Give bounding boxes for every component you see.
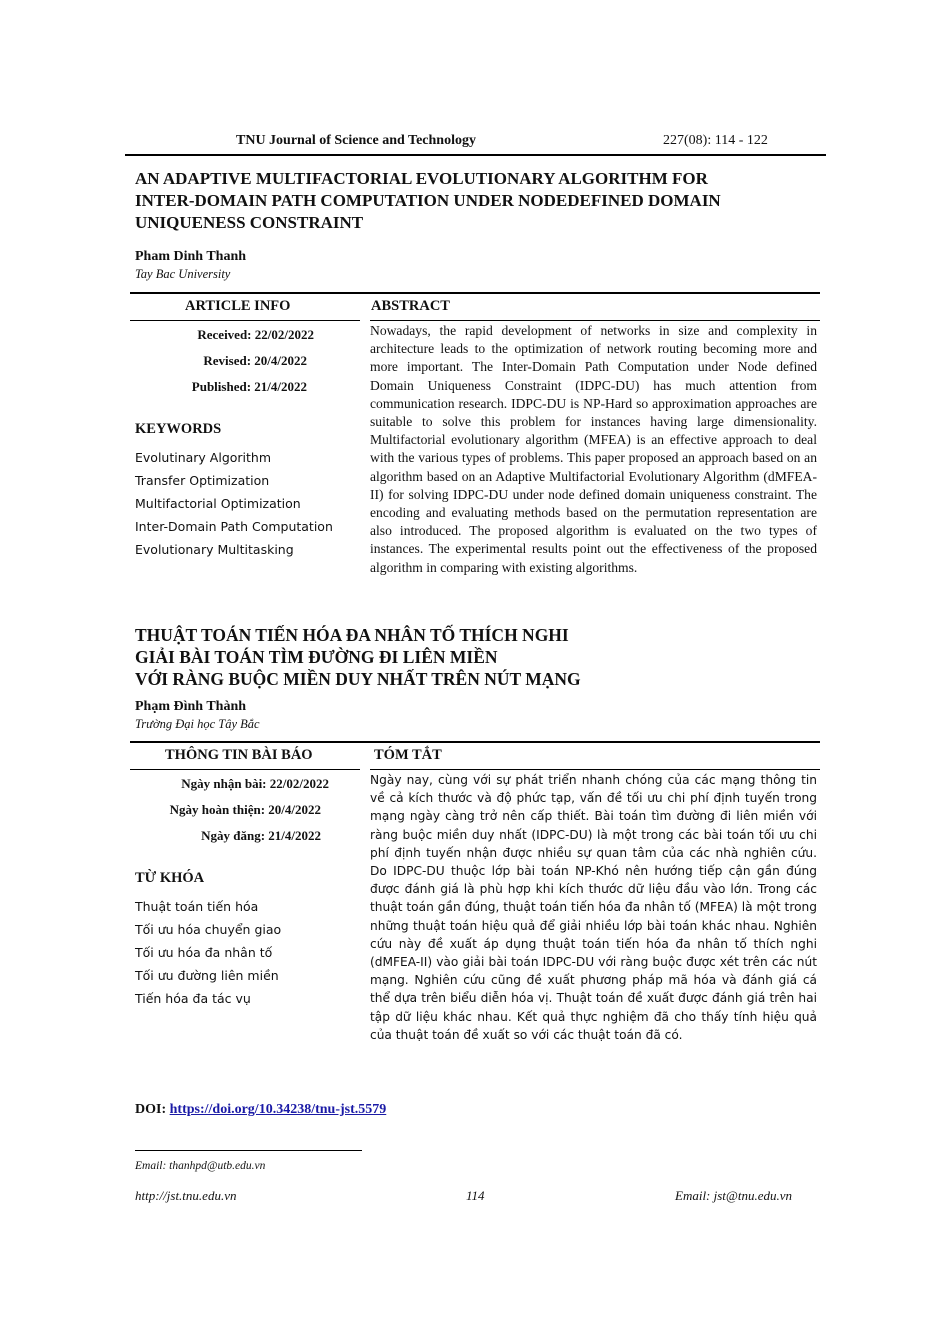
footer-email: Email: jst@tnu.edu.vn — [675, 1188, 793, 1203]
received-date-vi: Ngày nhận bài: 22/02/2022 — [181, 776, 329, 791]
title-line: GIẢI BÀI TOÁN TÌM ĐƯỜNG ĐI LIÊN MIỀN — [135, 647, 498, 667]
keyword: Multifactorial Optimization — [135, 496, 301, 511]
author-name-vi: Phạm Đình Thành — [135, 699, 247, 714]
issue-pages: 227(08): 114 - 122 — [663, 133, 768, 148]
english-title — [135, 168, 835, 234]
keyword: Tối ưu đường liên miền — [135, 968, 279, 983]
abstract-heading-vi: TÓM TẮT — [374, 747, 442, 763]
keyword: Tối ưu hóa chuyển giao — [135, 922, 282, 937]
doi-label: DOI: — [135, 1102, 170, 1117]
keyword: Thuật toán tiến hóa — [135, 899, 259, 914]
footnote-email: Email: thanhpd@utb.edu.vn — [135, 1160, 266, 1172]
keywords-list — [135, 446, 333, 561]
title-line: UNIQUENESS CONSTRAINT — [135, 213, 364, 232]
title-line: AN ADAPTIVE MULTIFACTORIAL EVOLUTIONARY ALGORITHM FOR — [135, 169, 708, 188]
keywords-heading-vi: TỪ KHÓA — [135, 870, 205, 886]
author-affiliation-vi: Trường Đại học Tây Bắc — [135, 717, 260, 731]
title-line: THUẬT TOÁN TIẾN HÓA ĐA NHÂN TỐ THÍCH NGHI — [135, 625, 569, 645]
author-name: Pham Dinh Thanh — [135, 249, 247, 264]
keyword: Evolutinary Algorithm — [135, 450, 272, 465]
vietnamese-abstract: Ngày nay, cùng với sự phát triển nhanh chóng của các mạng thông tin về cả kích thước và độ phức tạp, vấn đề tối ưu chi phí định tuyến trong mạng ngày càng trở nên cấp thiết. Bài toán tìm đường đi liên miền với ràng buộc miền duy nhất (IDPC-DU) là một trong các bài toán tối ưu chi phí định tuyến nhận được nhiều sự quan tâm của các nhà nghiên cứu. Do IDPC-DU thuộc lớp bài toán NP-Khó nên hướng tiếp cận gần đúng được đánh giá là phù hợp khi kích thước dữ liệu đầu vào lớn. Trong các thuật toán gần đúng, thuật toán tiến hóa đa nhân tố (MFEA) là một trong những thuật toán hiệu quả để giải nhiều lớp bài toán khác nhau. Nghiên cứu này đề xuất áp dụng thuật toán tiến hóa đa nhân tố thích nghi (dMFEA-II) vào giải bài toán IDPC-DU với ràng buộc được xét trên các nút mạng. Nghiên cứu cũng đề xuất phương pháp mã hóa và đánh giá cá thể dựa trên biểu diễn hóa vị. Thuật toán đề xuất được đánh giá trên hai tập dữ liệu khác nhau. Kết quả thực nghiệm đã cho thấy tính hiệu quả của thuật toán đề xuất so với các thuật toán đã có. — [370, 773, 817, 1042]
published-date-vi: Ngày đăng: 21/4/2022 — [201, 828, 321, 843]
keyword: Tiến hóa đa tác vụ — [135, 991, 251, 1006]
doi-link[interactable]: https://doi.org/10.34238/tnu-jst.5579 — [169, 1102, 387, 1117]
footnote-rule — [135, 1150, 362, 1151]
keyword: Tối ưu hóa đa nhân tố — [135, 945, 273, 960]
info-rule — [130, 769, 360, 770]
section-rule — [130, 741, 820, 743]
title-line: VỚI RÀNG BUỘC MIỀN DUY NHẤT TRÊN NÚT MẠNG — [135, 669, 581, 689]
doi-line — [135, 1102, 386, 1118]
abstract-rule — [370, 769, 820, 770]
keyword: Inter-Domain Path Computation — [135, 519, 333, 534]
page-number: 114 — [466, 1188, 485, 1203]
author-affiliation: Tay Bac University — [135, 267, 231, 281]
abstract-rule — [370, 320, 820, 321]
english-abstract: Nowadays, the rapid development of networks in size and complexity in architecture leads to the optimization of network routing becoming more and more important. The Inter-Domain Path Computation under Node defined Domain Uniqueness Constraint (IDPC-DU) has much attention from communication research. IDPC-DU is NP-Hard so approximation approaches are suitable to solve this problem for instances having large dimensionality. Multifactorial evolutionary algorithm (MFEA) is an effective approach to deal with the various types of problems. This paper proposed an approach based on an algorithm based on an Adaptive Multifactorial Evolutionary Algorithm (dMFEA-II) for solving IDPC-DU under node defined domain uniqueness constraint. The encoding and evaluating methods based on the permutation representation are also introduced. The proposed algorithm is evaluated on the two types of instances. The experimental results point out the effectiveness of the proposed algorithm in comparing with existing algorithms. — [370, 323, 817, 575]
revised-date: Revised: 20/4/2022 — [203, 353, 307, 368]
section-rule — [130, 292, 820, 294]
keyword: Transfer Optimization — [135, 473, 270, 488]
received-date: Received: 22/02/2022 — [197, 327, 314, 342]
keywords-heading: KEYWORDS — [135, 421, 222, 437]
abstract-heading: ABSTRACT — [371, 298, 450, 314]
title-line: INTER-DOMAIN PATH COMPUTATION UNDER NODEDEFINED DOMAIN — [135, 191, 721, 210]
header-rule — [125, 154, 826, 156]
article-info-heading: ARTICLE INFO — [185, 298, 291, 314]
revised-date-vi: Ngày hoàn thiện: 20/4/2022 — [169, 802, 321, 817]
keyword: Evolutionary Multitasking — [135, 542, 294, 557]
vietnamese-title — [135, 624, 835, 690]
keywords-list-vi — [135, 895, 281, 1010]
footer-website[interactable]: http://jst.tnu.edu.vn — [135, 1188, 237, 1203]
journal-name: TNU Journal of Science and Technology — [236, 133, 476, 148]
info-rule — [130, 320, 360, 321]
published-date: Published: 21/4/2022 — [191, 379, 307, 394]
article-info-heading-vi: THÔNG TIN BÀI BÁO — [165, 747, 313, 763]
